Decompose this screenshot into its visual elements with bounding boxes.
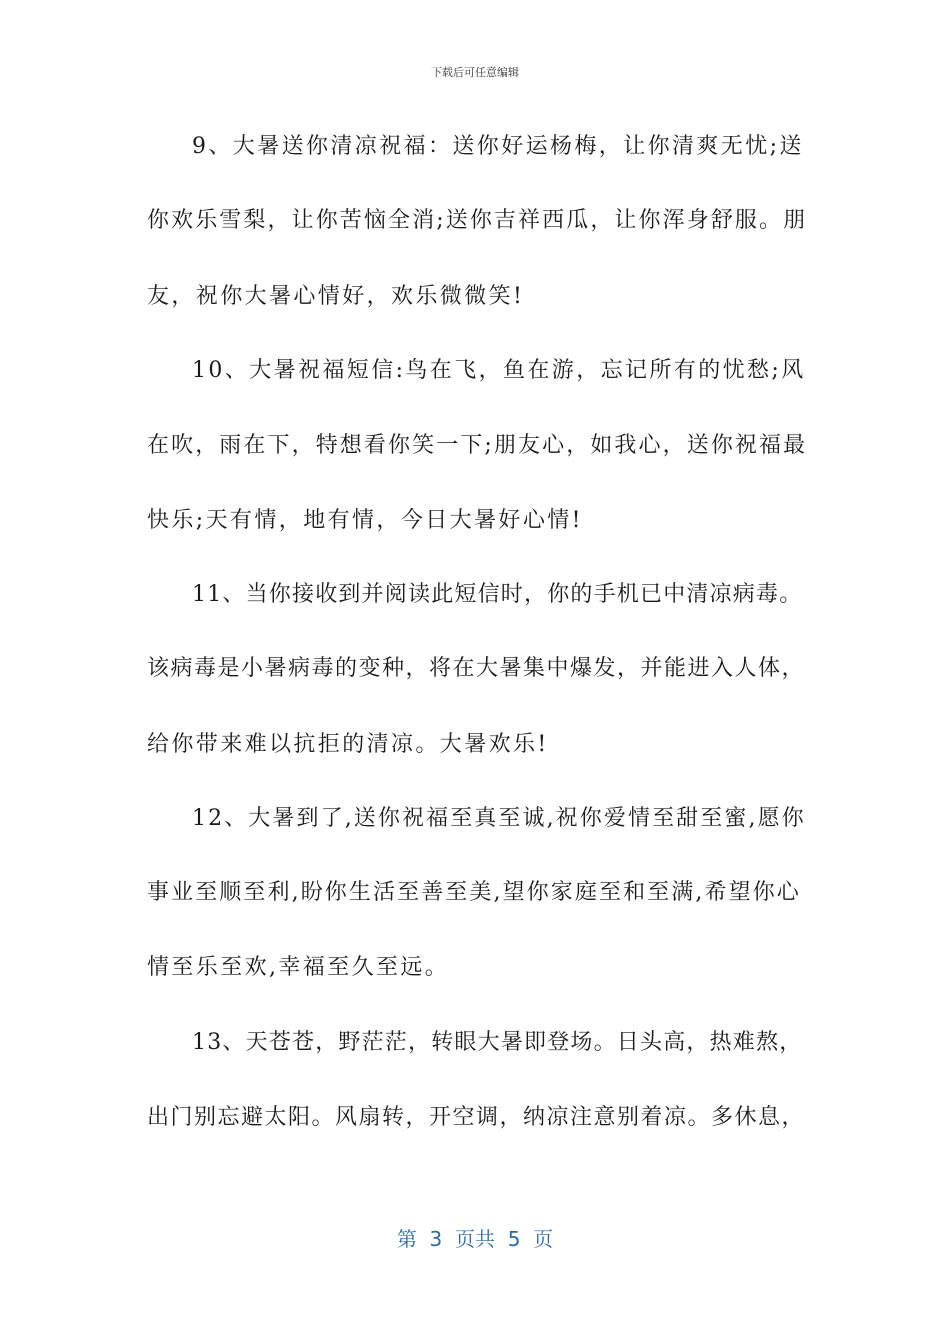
paragraph-9-line-3: 友，祝你大暑心情好，欢乐微微笑! [147, 284, 525, 309]
paragraph-12-line-2: 事业至顺至利,盼你生活至善至美,望你家庭至和至满,希望你心 [147, 880, 801, 905]
paragraph-9-line-1: 9、大暑送你清凉祝福：送你好运杨梅，让你清爽无忧;送 [192, 134, 804, 159]
paragraph-11-line-2: 该病毒是小暑病毒的变种，将在大暑集中爆发，并能进入人体， [147, 656, 806, 681]
paragraph-10-line-1: 10、大暑祝福短信:鸟在飞，鱼在游，忘记所有的忧愁;风 [192, 358, 806, 383]
paragraph-12-line-1: 12、大暑到了,送你祝福至真至诚,祝你爱情至甜至蜜,愿你 [192, 806, 806, 831]
paragraph-13-line-1: 13、天苍苍，野茫茫，转眼大暑即登场。日头高，热难熬， [192, 1030, 803, 1055]
paragraph-11-line-3: 给你带来难以抗拒的清凉。大暑欢乐! [147, 732, 549, 757]
paragraph-12-line-3: 情至乐至欢,幸福至久至远。 [147, 955, 450, 980]
paragraph-11-line-1: 11、当你接收到并阅读此短信时，你的手机已中清凉病毒。 [192, 582, 803, 607]
paragraph-10-line-2: 在吹，雨在下，特想看你笑一下;朋友心，如我心，送你祝福最 [147, 433, 808, 458]
paragraph-9-line-2: 你欢乐雪梨，让你苦恼全消;送你吉祥西瓜，让你浑身舒服。朋 [147, 208, 808, 233]
paragraph-10-line-3: 快乐;天有情，地有情，今日大暑好心情! [147, 508, 583, 533]
page-number-footer: 第 3 页共 5 页 [396, 1227, 554, 1251]
page-header-note: 下载后可任意编辑 [431, 66, 519, 79]
paragraph-13-line-2: 出门别忘避太阳。风扇转，开空调，纳凉注意别着凉。多休息， [147, 1105, 806, 1130]
